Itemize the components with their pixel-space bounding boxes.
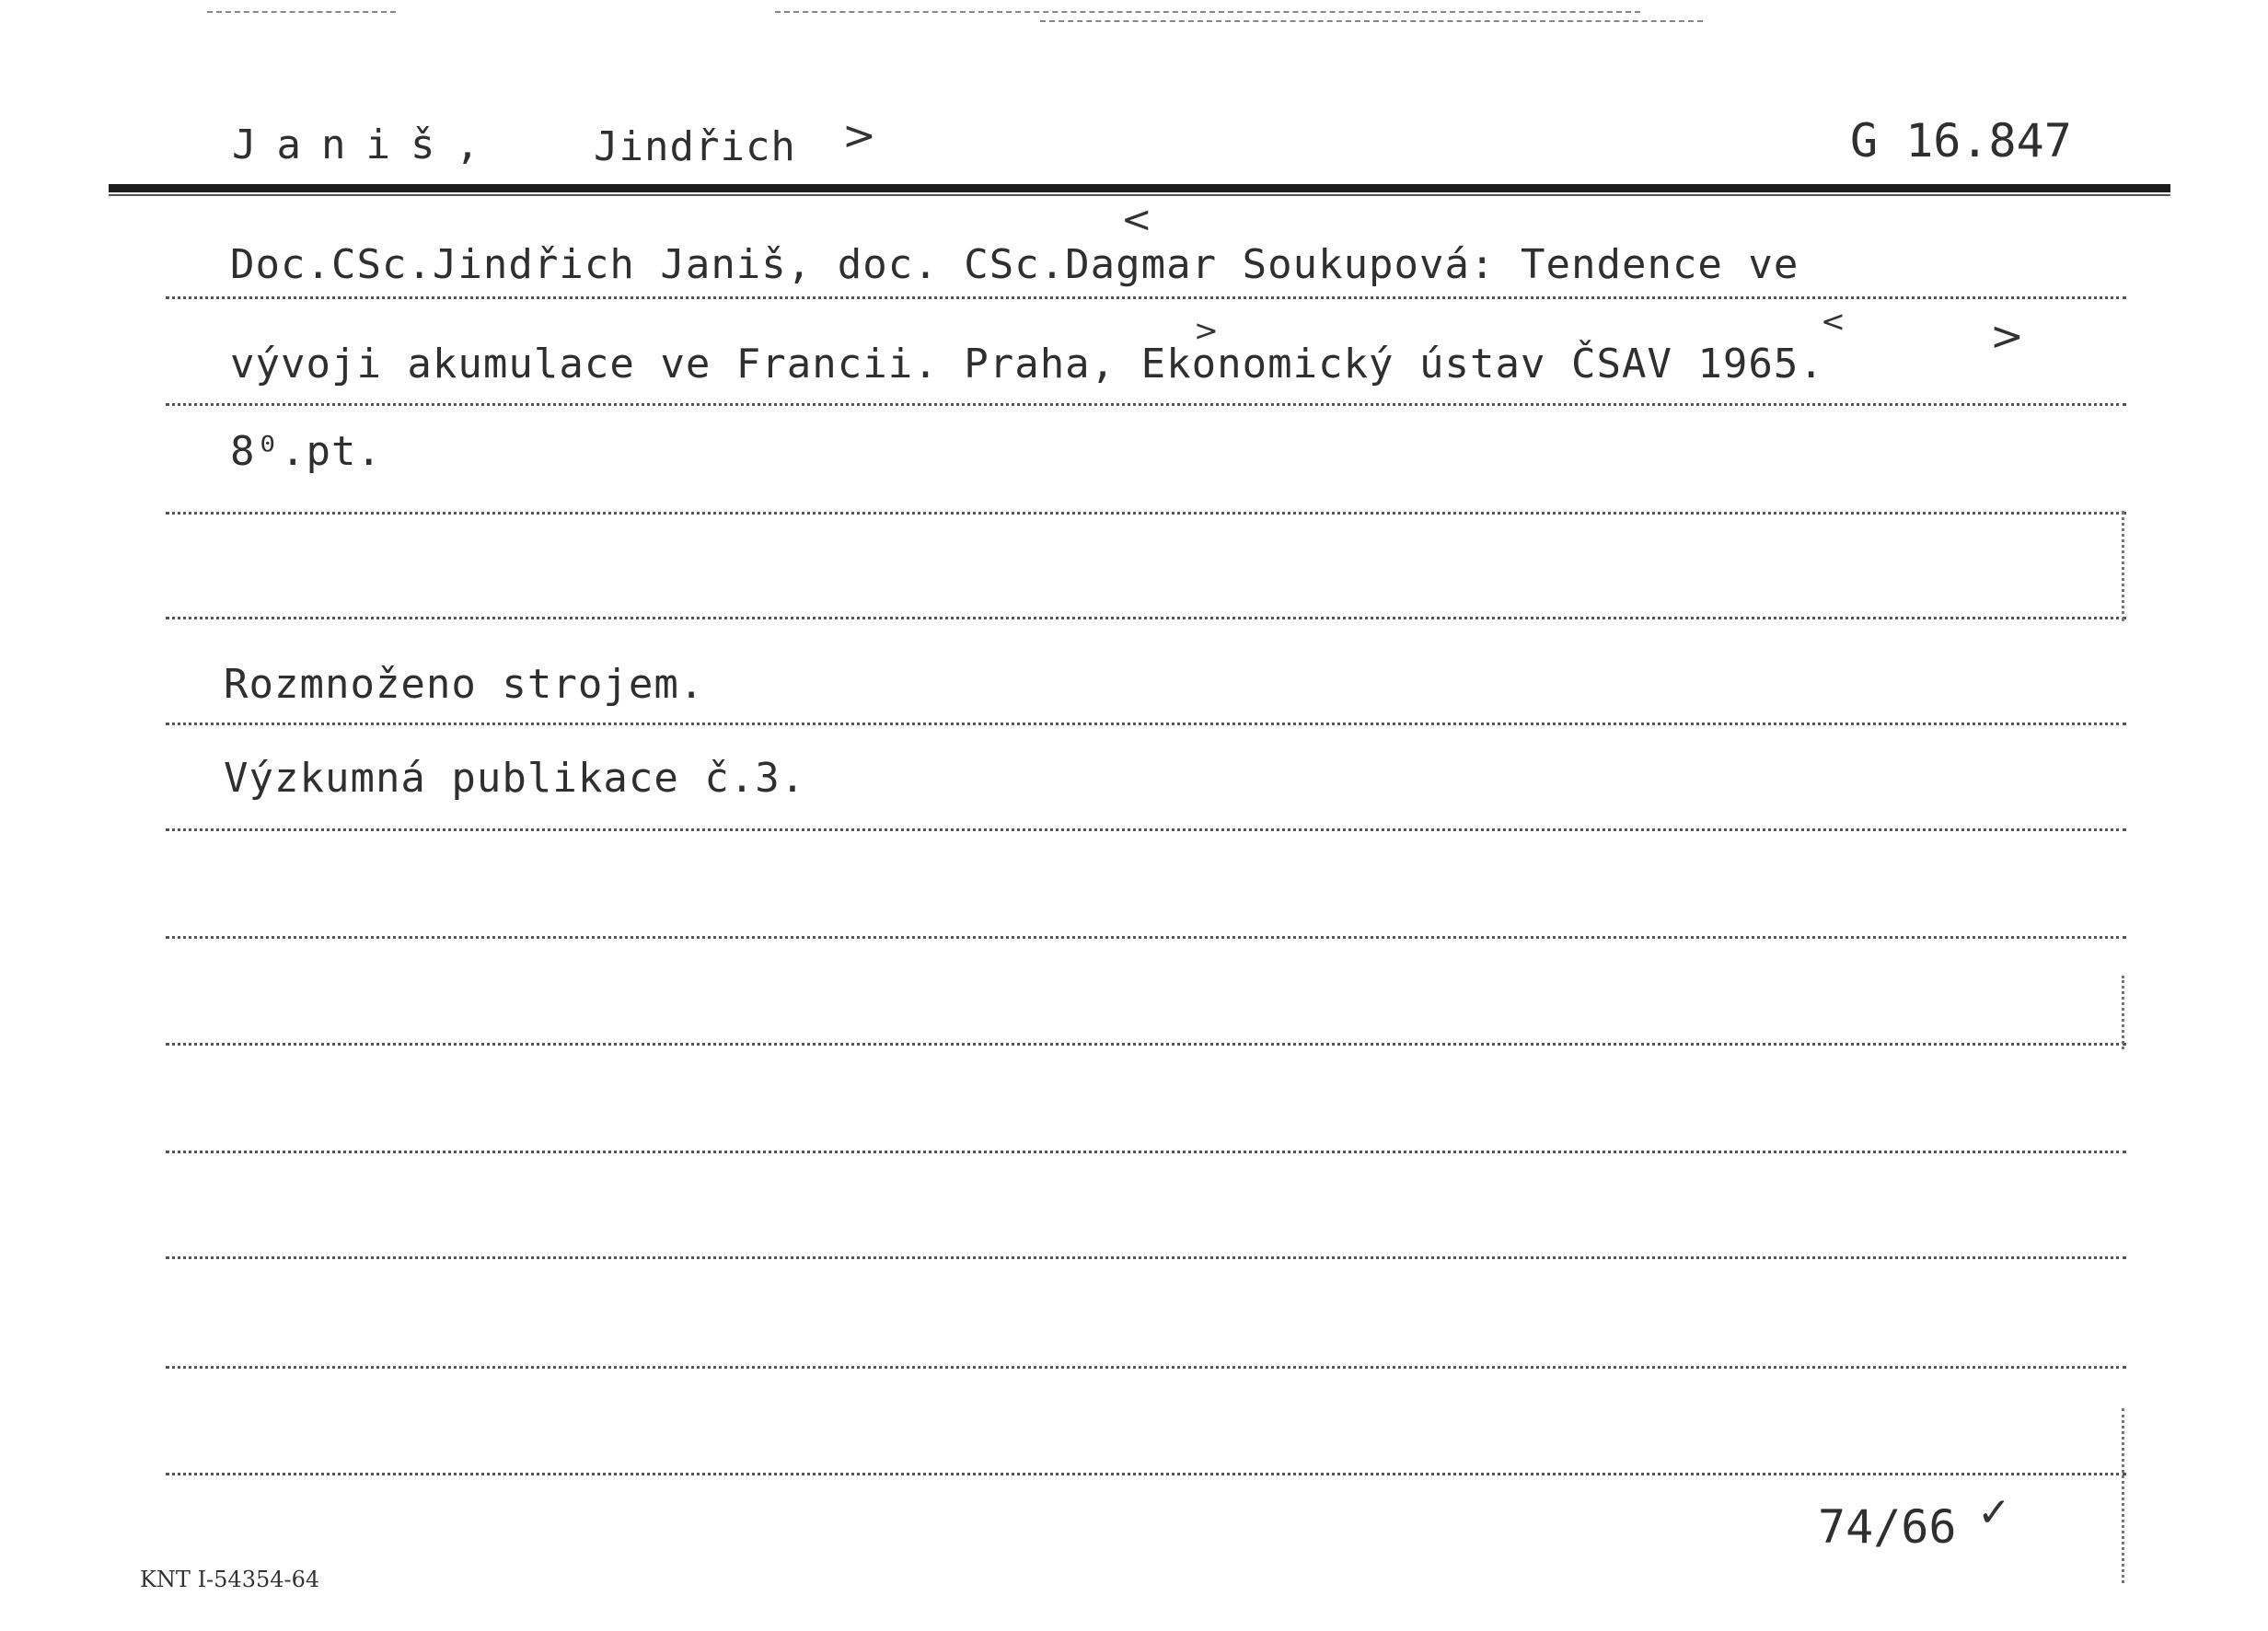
ruled-line — [166, 512, 2126, 515]
ruled-line — [166, 617, 2126, 619]
description-line-3: 8⁰.pt. — [230, 428, 382, 475]
note-reproduction: Rozmnoženo strojem. — [224, 661, 705, 708]
proofreading-mark: < — [1121, 199, 1152, 241]
top-edge-mark — [207, 11, 396, 13]
ruled-line — [166, 1043, 2126, 1046]
accession-number: 74/66 — [1818, 1500, 1957, 1554]
proofreading-mark: > — [1990, 313, 2024, 360]
proofreading-mark: > — [1194, 313, 1219, 348]
ruled-line — [166, 1256, 2126, 1259]
top-edge-mark — [775, 11, 1640, 13]
call-number: G 16.847 — [1850, 114, 2072, 168]
heading-given-name: Jindřich — [594, 123, 796, 170]
right-margin-dots — [2122, 511, 2124, 621]
description-line-2: vývoji akumulace ve Francii. Praha, Ekonomický ústav ČSAV 1965. — [230, 341, 1824, 388]
ruled-line — [166, 403, 2126, 406]
ruled-line — [166, 723, 2126, 725]
proofreading-mark: < — [1821, 304, 1846, 339]
right-margin-dots — [2122, 1408, 2124, 1583]
ruled-line — [166, 296, 2126, 299]
ruled-line — [166, 936, 2126, 939]
note-series: Výzkumná publikace č.3. — [224, 755, 806, 802]
right-margin-dots — [2122, 976, 2124, 1049]
ruled-line — [166, 1151, 2126, 1153]
printer-imprint: KNT I-54354-64 — [140, 1567, 320, 1592]
ruled-line — [166, 1473, 2126, 1475]
proofreading-mark: > — [842, 112, 876, 159]
heading-rule-thin — [109, 194, 2170, 196]
ruled-line — [166, 828, 2126, 831]
ruled-line — [166, 1366, 2126, 1369]
heading-rule — [109, 184, 2170, 192]
description-line-1: Doc.CSc.Jindřich Janiš, doc. CSc.Dagmar Soukupová: Tendence ve — [230, 241, 1799, 288]
top-edge-mark — [1040, 20, 1703, 22]
heading-surname: Janiš, — [232, 121, 500, 168]
checkmark-icon: ✓ — [1977, 1489, 2011, 1536]
